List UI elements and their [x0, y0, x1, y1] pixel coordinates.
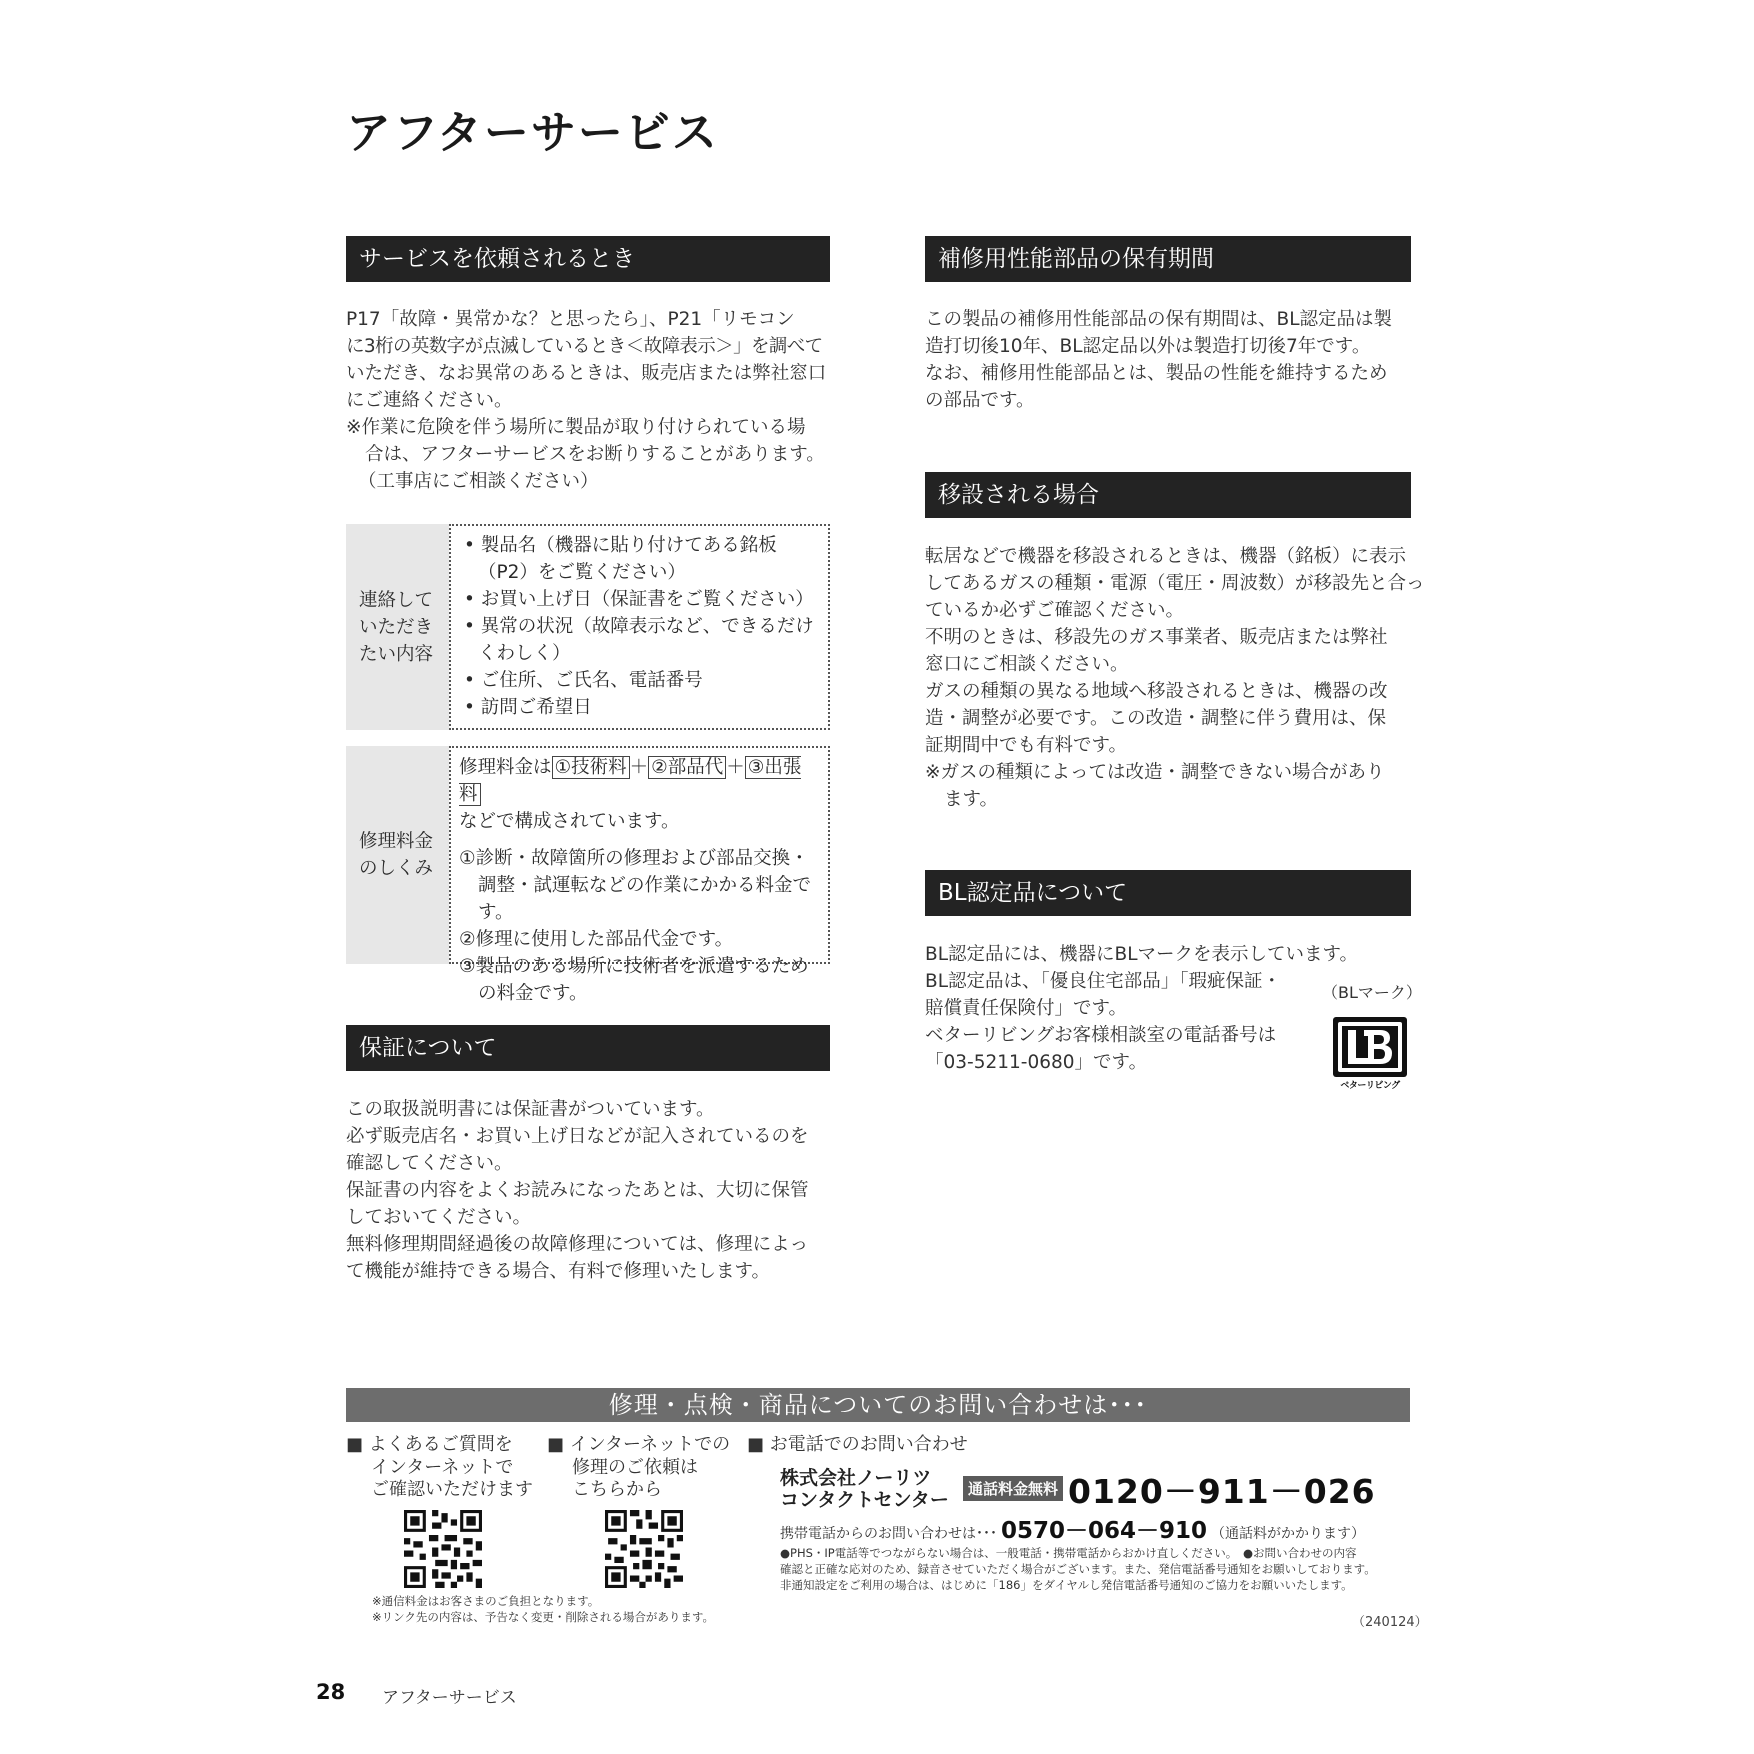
online-repair-line: こちらから	[572, 1479, 662, 1500]
contact-info-label-text: 連絡して いただき たい内容	[359, 589, 434, 665]
bl-mark-caption: （BLマーク）	[1322, 983, 1422, 1002]
warranty-text	[346, 1096, 846, 1285]
relocation-line: してあるガスの種類・電源（電圧・周波数）が移設先と合っ	[925, 573, 1425, 594]
service-note: 合は、アフターサービスをお断りすることがあります。	[365, 444, 825, 465]
company-name	[780, 1467, 949, 1511]
faq-column	[346, 1434, 533, 1502]
fee-item: ③製品のある場所に技術者を派遣するための料金です。	[459, 956, 809, 1004]
bl-text	[925, 941, 1359, 1076]
list-item-text: 製品名（機器に貼り付けてある銘板（P2）をご覧ください）	[478, 535, 777, 583]
warranty-line: 保証書の内容をよくお読みになったあとは、大切に保管	[346, 1180, 809, 1201]
faq-qr-code[interactable]	[404, 1510, 482, 1588]
fee-box-travel: ③出張料	[459, 757, 802, 805]
parts-period-text	[925, 306, 1425, 414]
online-repair-line: ■ インターネットでの	[547, 1434, 731, 1455]
warranty-line: この取扱説明書には保証書がついています。	[346, 1099, 715, 1120]
relocation-heading: 移設される場合	[925, 472, 1411, 518]
fee-item: ②修理に使用した部品代金です。	[459, 929, 734, 950]
footer-title: アフターサービス	[382, 1688, 517, 1708]
service-heading: サービスを依頼されるとき	[346, 236, 830, 282]
fee-intro-prefix: 修理料金は	[459, 757, 552, 778]
fee-plus: ＋	[629, 757, 649, 778]
bl-heading: BL認定品について	[925, 870, 1411, 916]
online-repair-qr-code[interactable]	[605, 1510, 683, 1588]
bl-line: BL認定品は、「優良住宅部品」「瑕疵保証・	[925, 971, 1282, 992]
service-text	[346, 306, 846, 495]
relocation-line: 造・調整が必要です。この改造・調整に伴う費用は、保	[925, 708, 1387, 729]
bl-line: 「03-5211-0680」です。	[925, 1052, 1148, 1073]
contact-info-list	[449, 524, 830, 730]
company-line: 株式会社ノーリツ	[780, 1467, 932, 1489]
warranty-line: て機能が維持できる場合、有料で修理いたします。	[346, 1261, 771, 1282]
faq-line: ご確認いただけます	[371, 1479, 533, 1500]
online-repair-line: 修理のご依頼は	[572, 1456, 698, 1478]
bl-logo-text: ベターリビング	[1340, 1081, 1400, 1091]
list-item-text: お買い上げ日（保証書をご覧ください）	[480, 589, 814, 610]
parts-period-heading: 補修用性能部品の保有期間	[925, 236, 1411, 282]
fee-intro-suffix: などで構成されています。	[459, 811, 680, 832]
fee-intro	[459, 754, 822, 808]
company-line: コンタクトセンター	[780, 1489, 949, 1511]
repair-fee-table	[346, 746, 830, 1004]
repair-fee-body	[449, 746, 830, 1004]
service-line: にご連絡ください。	[346, 390, 513, 411]
list-item: • 製品名（機器に貼り付けてある銘板（P2）をご覧ください）	[464, 535, 777, 583]
parts-line: この製品の補修用性能部品の保有期間は、BL認定品は製	[925, 309, 1393, 330]
parts-line: 造打切後10年、BL認定品以外は製造打切後7年です。	[925, 336, 1371, 357]
list-item-text: 異常の状況（故障表示など、できるだけくわしく）	[478, 616, 814, 664]
online-repair-column	[547, 1434, 730, 1502]
mobile-suffix: （通話料がかかります）	[1211, 1526, 1366, 1542]
phone-heading: ■ お電話でのお問い合わせ	[747, 1434, 968, 1455]
mobile-prefix: 携帯電話からのお問い合わせは･･･	[780, 1526, 997, 1542]
faq-line: インターネットで	[371, 1456, 514, 1478]
relocation-text	[925, 543, 1425, 813]
relocation-line: ガスの種類の異なる地域へ移設されるときは、機器の改	[925, 681, 1388, 702]
phone-notes	[780, 1545, 1376, 1593]
service-line: に3桁の英数字が点滅しているとき＜故障表示＞」を調べて	[346, 336, 823, 357]
relocation-note: ※ガスの種類によっては改造・調整できない場合があり	[925, 762, 1385, 783]
warranty-heading: 保証について	[346, 1025, 830, 1071]
bl-line: BL認定品には、機器にBLマークを表示しています。	[925, 944, 1359, 965]
service-note: ※作業に危険を伴う場所に製品が取り付けられている場	[346, 417, 806, 438]
warranty-line: しておいてください。	[346, 1207, 532, 1228]
fee-box-parts: ②部品代	[648, 756, 726, 779]
parts-line: の部品です。	[925, 390, 1035, 411]
service-line: いただき、なお異常のあるときは、販売店または弊社窓口	[346, 363, 827, 384]
warranty-line: 確認してください。	[346, 1153, 513, 1174]
mobile-contact-line	[780, 1512, 1365, 1545]
phone-note: 確認と正確な応対のため、録音させていただく場合がございます。また、発信電話番号通知をお願いしております。	[780, 1562, 1376, 1576]
qr-note: ※通信料金はお客さまのご負担となります。	[372, 1594, 600, 1608]
list-item-text: ご住所、ご氏名、電話番号	[480, 670, 703, 691]
main-phone-number[interactable]: 0120－911－026	[1068, 1472, 1376, 1511]
bl-line: ベターリビングお客様相談室の電話番号は	[925, 1025, 1277, 1046]
list-item: • 訪問ご希望日	[464, 697, 592, 718]
document-code: （240124）	[1352, 1615, 1428, 1630]
relocation-note: ます。	[944, 789, 999, 810]
service-line: P17「故障・異常かな？と思ったら」、P21「リモコン	[346, 309, 795, 330]
parts-line: なお、補修用性能部品とは、製品の性能を維持するため	[925, 363, 1388, 384]
faq-line: ■ よくあるご質問を	[346, 1434, 513, 1455]
qr-note: ※リンク先の内容は、予告なく変更・削除される場合があります。	[372, 1610, 714, 1624]
list-item: • ご住所、ご氏名、電話番号	[464, 670, 703, 691]
relocation-line: 証期間中でも有料です。	[925, 735, 1128, 756]
relocation-line: ているか必ずご確認ください。	[925, 600, 1185, 621]
relocation-line: 転居などで機器を移設されるときは、機器（銘板）に表示	[925, 546, 1407, 567]
list-item-text: 訪問ご希望日	[480, 697, 592, 718]
contact-bar: 修理・点検・商品についてのお問い合わせは･･･	[346, 1388, 1410, 1422]
service-note: （工事店にご相談ください）	[358, 471, 599, 492]
relocation-line: 窓口にご相談ください。	[925, 654, 1129, 675]
page-number: 28	[316, 1680, 346, 1704]
list-item: • 異常の状況（故障表示など、できるだけくわしく）	[464, 616, 814, 664]
warranty-line: 必ず販売店名・お買い上げ日などが記入されているのを	[346, 1126, 809, 1147]
repair-fee-label-text: 修理料金 のしくみ	[359, 831, 434, 879]
phone-note: 非通知設定をご利用の場合は、はじめに「186」をダイヤルし発信電話番号通知のご協力をお願いいたします。	[780, 1578, 1353, 1592]
mobile-phone-number[interactable]: 0570－064－910	[1001, 1518, 1208, 1544]
fee-plus: ＋	[726, 757, 745, 778]
phone-note: ●PHS・IP電話等でつながらない場合は、一般電話・携帯電話からおかけ直しください。 ●お問い合わせの内容	[780, 1546, 1357, 1560]
bl-mark-logo	[1332, 1016, 1408, 1090]
free-call-badge: 通話料金無料	[963, 1476, 1063, 1501]
list-item: • お買い上げ日（保証書をご覧ください）	[464, 589, 814, 610]
repair-fee-label	[346, 746, 449, 964]
contact-info-label	[346, 524, 449, 730]
bl-line: 賠償責任保険付」です。	[925, 998, 1128, 1019]
fee-box-technical: ①技術料	[552, 756, 630, 779]
fee-item: ①診断・故障箇所の修理および部品交換・調整・試運転などの作業にかかる料金です。	[459, 848, 812, 923]
contact-info-table	[346, 524, 830, 730]
qr-notes	[372, 1593, 714, 1625]
relocation-line: 不明のときは、移設先のガス事業者、販売店または弊社	[925, 627, 1388, 648]
page-title: アフターサービス	[346, 106, 719, 159]
warranty-line: 無料修理期間経過後の故障修理については、修理によっ	[346, 1234, 809, 1255]
